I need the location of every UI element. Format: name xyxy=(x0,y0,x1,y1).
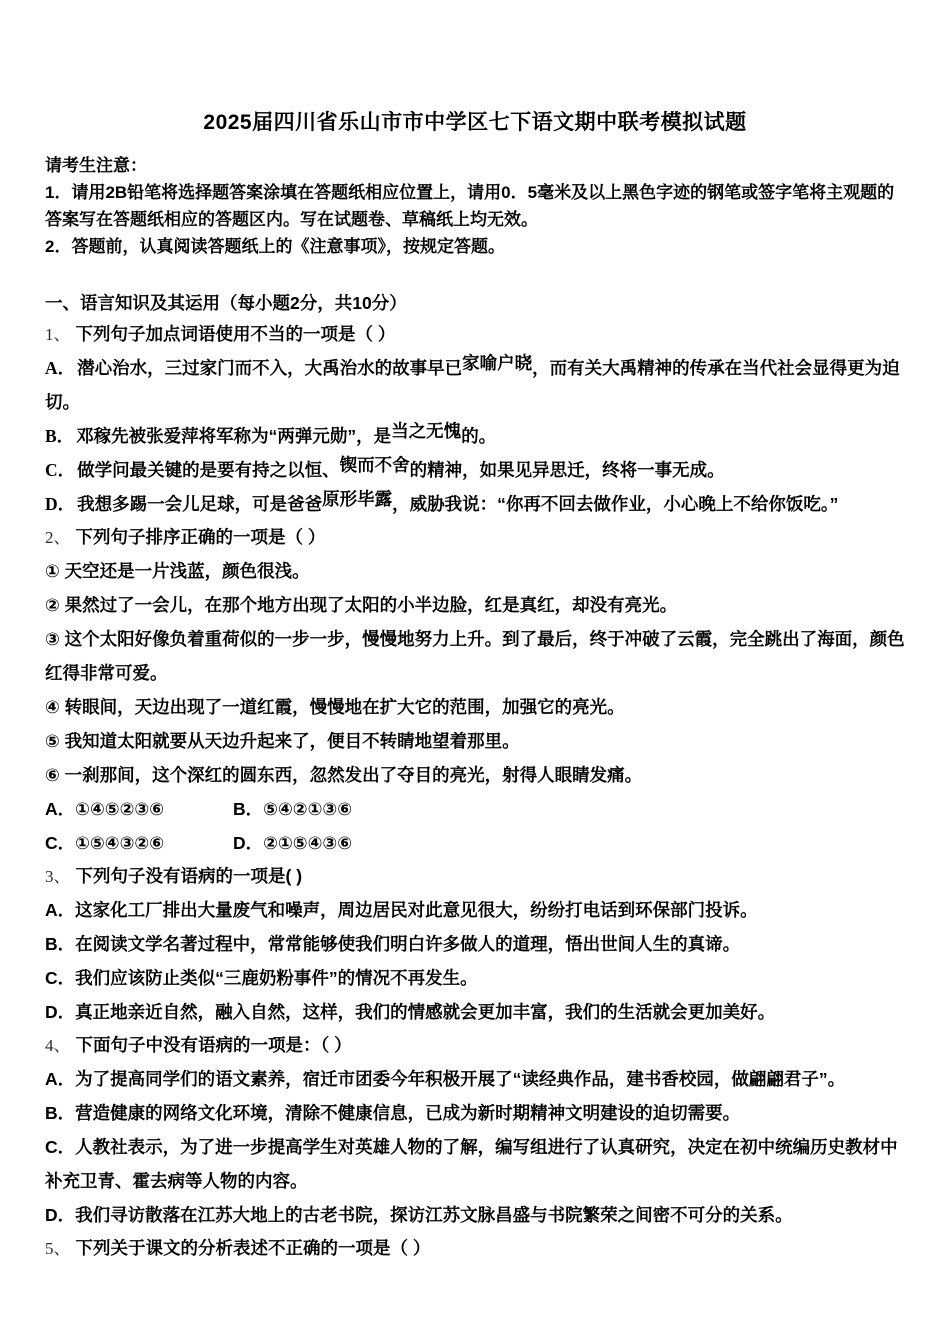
option-text-post: ，而有关大禹精神的传承在当代社会显得更为迫切。 xyxy=(45,358,900,412)
question-4-text: 下面句子中没有语病的一项是：（ ） xyxy=(75,1035,352,1055)
option-text-pre: 潜心治水，三过家门而不入，大禹治水的故事早已 xyxy=(77,358,463,378)
option-text-post: 的。 xyxy=(461,426,497,446)
question-3-option-a: A．这家化工厂排出大量废气和噪声，周边居民对此意见很大，纷纷打电话到环保部门投诉。 xyxy=(45,900,758,920)
question-3-number: 3、 xyxy=(45,867,71,886)
option-letter: C． xyxy=(45,460,76,480)
question-3-option-c: C．我们应该防止类似“三鹿奶粉事件”的情况不再发生。 xyxy=(45,968,478,988)
question-2-option-b: B．⑤④②①③⑥ xyxy=(233,799,353,819)
page-title: 2025届四川省乐山市市中学区七下语文期中联考模拟试题 xyxy=(203,111,747,134)
emphasized-word: 锲而不舍 xyxy=(339,455,410,475)
option-letter: A． xyxy=(45,358,76,378)
question-2-sentence-5: ⑤ 我知道太阳就要从天边升起来了，便目不转睛地望着那里。 xyxy=(45,731,520,751)
emphasized-word: 原形毕露 xyxy=(322,489,393,509)
question-1-option-b xyxy=(45,419,905,453)
question-2-answer-row-2 xyxy=(45,826,905,860)
question-1-number: 1、 xyxy=(45,325,71,344)
question-4-option-b: B．营造健康的网络文化环境，清除不健康信息，已成为新时期精神文明建设的迫切需要。 xyxy=(45,1103,741,1123)
question-2-sentence-3: ③ 这个太阳好像负着重荷似的一步一步，慢慢地努力上升。到了最后，终于冲破了云霞，完全跳出了海面，颜色红得非常可爱。 xyxy=(45,629,905,683)
notice-heading: 请考生注意： xyxy=(45,156,147,175)
question-3-option-b: B．在阅读文学名著过程中，常常能够使我们明白许多做人的道理，悟出世间人生的真谛。 xyxy=(45,934,741,954)
question-3-header xyxy=(45,860,905,893)
question-4-number: 4、 xyxy=(45,1036,71,1055)
question-3-option-d: D．真正地亲近自然，融入自然，这样，我们的情感就会更加丰富，我们的生活就会更加美好。 xyxy=(45,1002,776,1022)
question-2-sentence-1: ① 天空还是一片浅蓝，颜色很浅。 xyxy=(45,561,310,581)
notice-item-2: 2．答题前，认真阅读答题纸上的《注意事项》，按规定答题。 xyxy=(45,237,505,256)
section-1-heading: 一、语言知识及其运用（每小题2分，共10分） xyxy=(45,293,407,313)
question-2-sentence-4: ④ 转眼间，天边出现了一道红霞，慢慢地在扩大它的范围，加强它的亮光。 xyxy=(45,697,625,717)
candidate-notice xyxy=(45,152,905,260)
question-1-text: 下列句子加点词语使用不当的一项是（ ） xyxy=(75,324,396,344)
option-letter: D． xyxy=(45,494,76,514)
question-2-number: 2、 xyxy=(45,528,71,547)
option-text-pre: 邓稼先被张爱萍将军称为“两弹元勋”，是 xyxy=(76,426,392,446)
question-4-option-d: D．我们寻访散落在江苏大地上的古老书院，探访江苏文脉昌盛与书院繁荣之间密不可分的关系。 xyxy=(45,1205,793,1225)
question-4-option-a: A．为了提高同学们的语文素养，宿迁市团委今年积极开展了“读经典作品，建书香校园，做翩翩君子”。 xyxy=(45,1069,846,1089)
question-4-header xyxy=(45,1029,905,1062)
question-1-option-d xyxy=(45,487,905,521)
question-1-header xyxy=(45,318,905,351)
emphasized-word: 当之无愧 xyxy=(391,421,462,441)
question-2-header xyxy=(45,521,905,554)
question-4-option-c: C．人教社表示，为了进一步提高学生对英雄人物的了解，编写组进行了认真研究，决定在初中统编历史教材中补充卫青、霍去病等人物的内容。 xyxy=(45,1137,898,1191)
question-1-option-a xyxy=(45,351,905,419)
option-text-post: 的精神，如果见异思迁，终将一事无成。 xyxy=(409,460,725,480)
notice-item-1: 1．请用2B铅笔将选择题答案涂填在答题纸相应位置上，请用0．5毫米及以上黑色字迹的钢笔或签字笔将主观题的答案写在答题纸相应的答题区内。写在试题卷、草稿纸上均无效。 xyxy=(45,183,895,229)
question-1-option-c xyxy=(45,453,905,487)
option-text-pre: 做学问最关键的是要有持之以恒、 xyxy=(77,460,340,480)
question-2-sentence-6: ⑥ 一刹那间，这个深红的圆东西，忽然发出了夺目的亮光，射得人眼睛发痛。 xyxy=(45,765,643,785)
question-2-sentence-2: ② 果然过了一会儿，在那个地方出现了太阳的小半边脸，红是真红，却没有亮光。 xyxy=(45,595,678,615)
question-3-text: 下列句子没有语病的一项是( ) xyxy=(75,866,303,886)
option-text-post: ，威胁我说：“你再不回去做作业，小心晚上不给你饭吃。” xyxy=(392,494,839,514)
question-2-text: 下列句子排序正确的一项是（ ） xyxy=(75,527,326,547)
question-2-option-c: C．①⑤④③②⑥ xyxy=(45,833,165,853)
option-text-pre: 我想多踢一会儿足球，可是爸爸 xyxy=(77,494,323,514)
emphasized-word: 家喻户晓 xyxy=(462,353,533,373)
question-5-header xyxy=(45,1232,905,1265)
question-2-answer-row-1 xyxy=(45,792,905,826)
option-letter: B． xyxy=(45,426,75,446)
question-5-text: 下列关于课文的分析表述不正确的一项是（ ） xyxy=(75,1238,431,1258)
question-5-number: 5、 xyxy=(45,1239,71,1258)
question-2-option-a: A．①④⑤②③⑥ xyxy=(45,799,165,819)
question-2-option-d: D．②①⑤④③⑥ xyxy=(233,833,353,853)
